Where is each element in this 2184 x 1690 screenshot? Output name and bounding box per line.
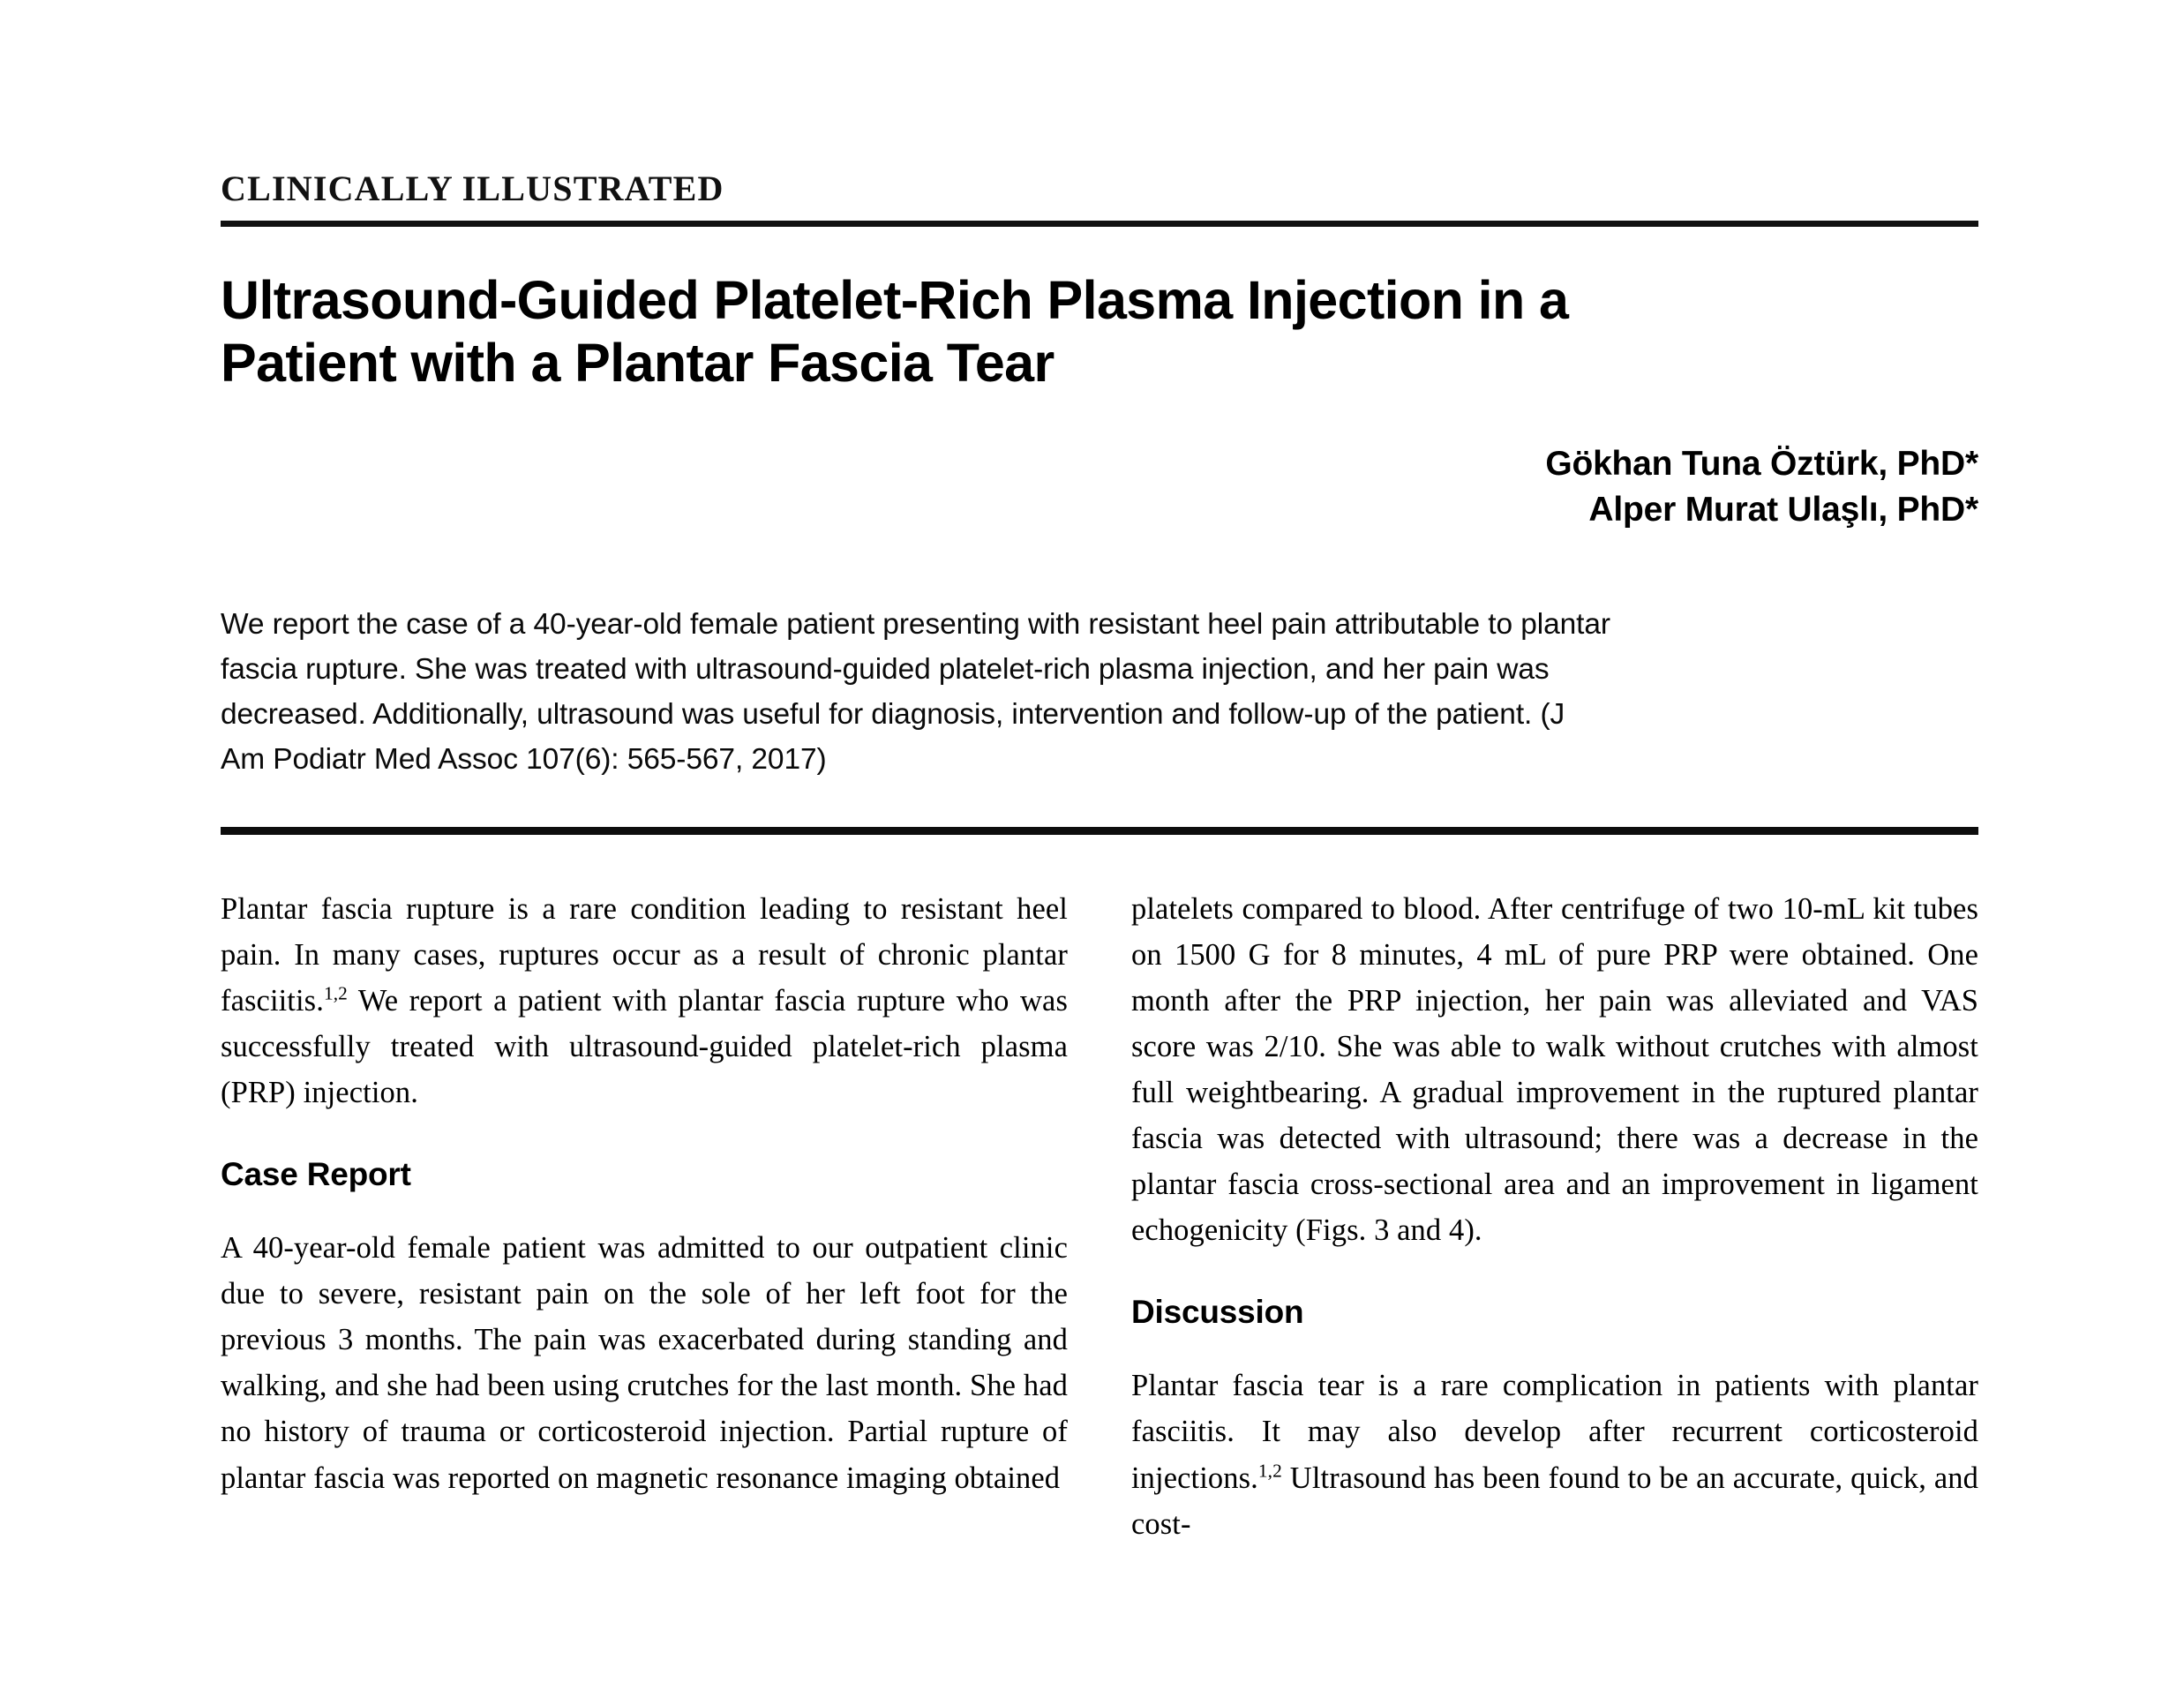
continuation-paragraph: platelets compared to blood. After centrifuge of two 10-mL kit tubes on 1500 G for 8 minutes, 4 mL of pure PRP were obtained. One month after the PRP injection, her pain was alleviated and VAS score was 2/10. She was able to walk without crutches with almost full weightbearing. A gradual improvement in the ruptured plantar fascia was detected with ultrasound; there was a decrease in the plantar fascia cross-sectional area and an improvement in ligament echogenicity (Figs. 3 and 4). xyxy=(1131,891,1978,1248)
abstract-text: We report the case of a 40-year-old female patient presenting with resistant heel pain attributable to plantar fascia rupture. She was treated with ultrasound-guided platelet-rich plasma injection, and her pain was decreased. Additionally, ultrasound was useful for diagnosis, intervention and follow-up of the patient. (J Am Podiatr Med Assoc 107(6): 565-567, 2017) xyxy=(221,608,1610,776)
column-gutter xyxy=(1068,886,1131,1547)
right-column xyxy=(1131,886,1978,1547)
title-line-1: Ultrasound-Guided Platelet-Rich Plasma Injection in a xyxy=(221,270,1569,330)
abstract-divider-rule xyxy=(221,827,1978,835)
page-title xyxy=(221,269,1978,395)
header-divider-rule xyxy=(221,221,1978,227)
intro-paragraph-part2: We report a patient with plantar fascia rupture who was successfully treated with ultrasound-guided platelet-rich plasma (PRP) injection. xyxy=(221,983,1068,1109)
author-2: Alper Murat Ulaşlı, PhD* xyxy=(1588,491,1978,530)
discussion-paragraph-part1: Plantar fascia tear is a rare complication in patients with plantar fasciitis. It may also develop after recurrent corticosteroid injections. xyxy=(1131,1369,1978,1495)
section-heading-case-report: Case Report xyxy=(221,1156,411,1193)
title-line-2: Patient with a Plantar Fascia Tear xyxy=(221,333,1054,394)
body-columns xyxy=(221,886,1978,1547)
author-list xyxy=(221,441,1978,534)
discussion-paragraph-part2: Ultrasound has been found to be an accurate, quick, and cost- xyxy=(1131,1461,1978,1541)
category-header: CLINICALLY ILLUSTRATED xyxy=(221,169,724,208)
intro-paragraph xyxy=(221,886,1068,1115)
intro-paragraph-part1: Plantar fascia rupture is a rare condition leading to resistant heel pain. In many cases, ruptures occur as a result of chronic plantar fasciitis. xyxy=(221,891,1068,1018)
page-content xyxy=(221,0,1978,1547)
section-heading-discussion: Discussion xyxy=(1131,1294,1304,1331)
case-report-paragraph: A 40-year-old female patient was admitted to our outpatient clinic due to severe, resistant pain on the sole of her left foot for the previous 3 months. The pain was exacerbated during standing and walking, and she had been using crutches for the last month. She had no history of trauma or corticosteroid injection. Partial rupture of plantar fascia was reported on magnetic resonance imaging obtained xyxy=(221,1231,1068,1495)
citation-ref-intro: 1,2 xyxy=(323,982,348,1004)
discussion-paragraph xyxy=(1131,1363,1978,1546)
left-column xyxy=(221,886,1068,1547)
citation-ref-discussion: 1,2 xyxy=(1257,1460,1282,1482)
author-1: Gökhan Tuna Öztürk, PhD* xyxy=(1545,444,1978,483)
